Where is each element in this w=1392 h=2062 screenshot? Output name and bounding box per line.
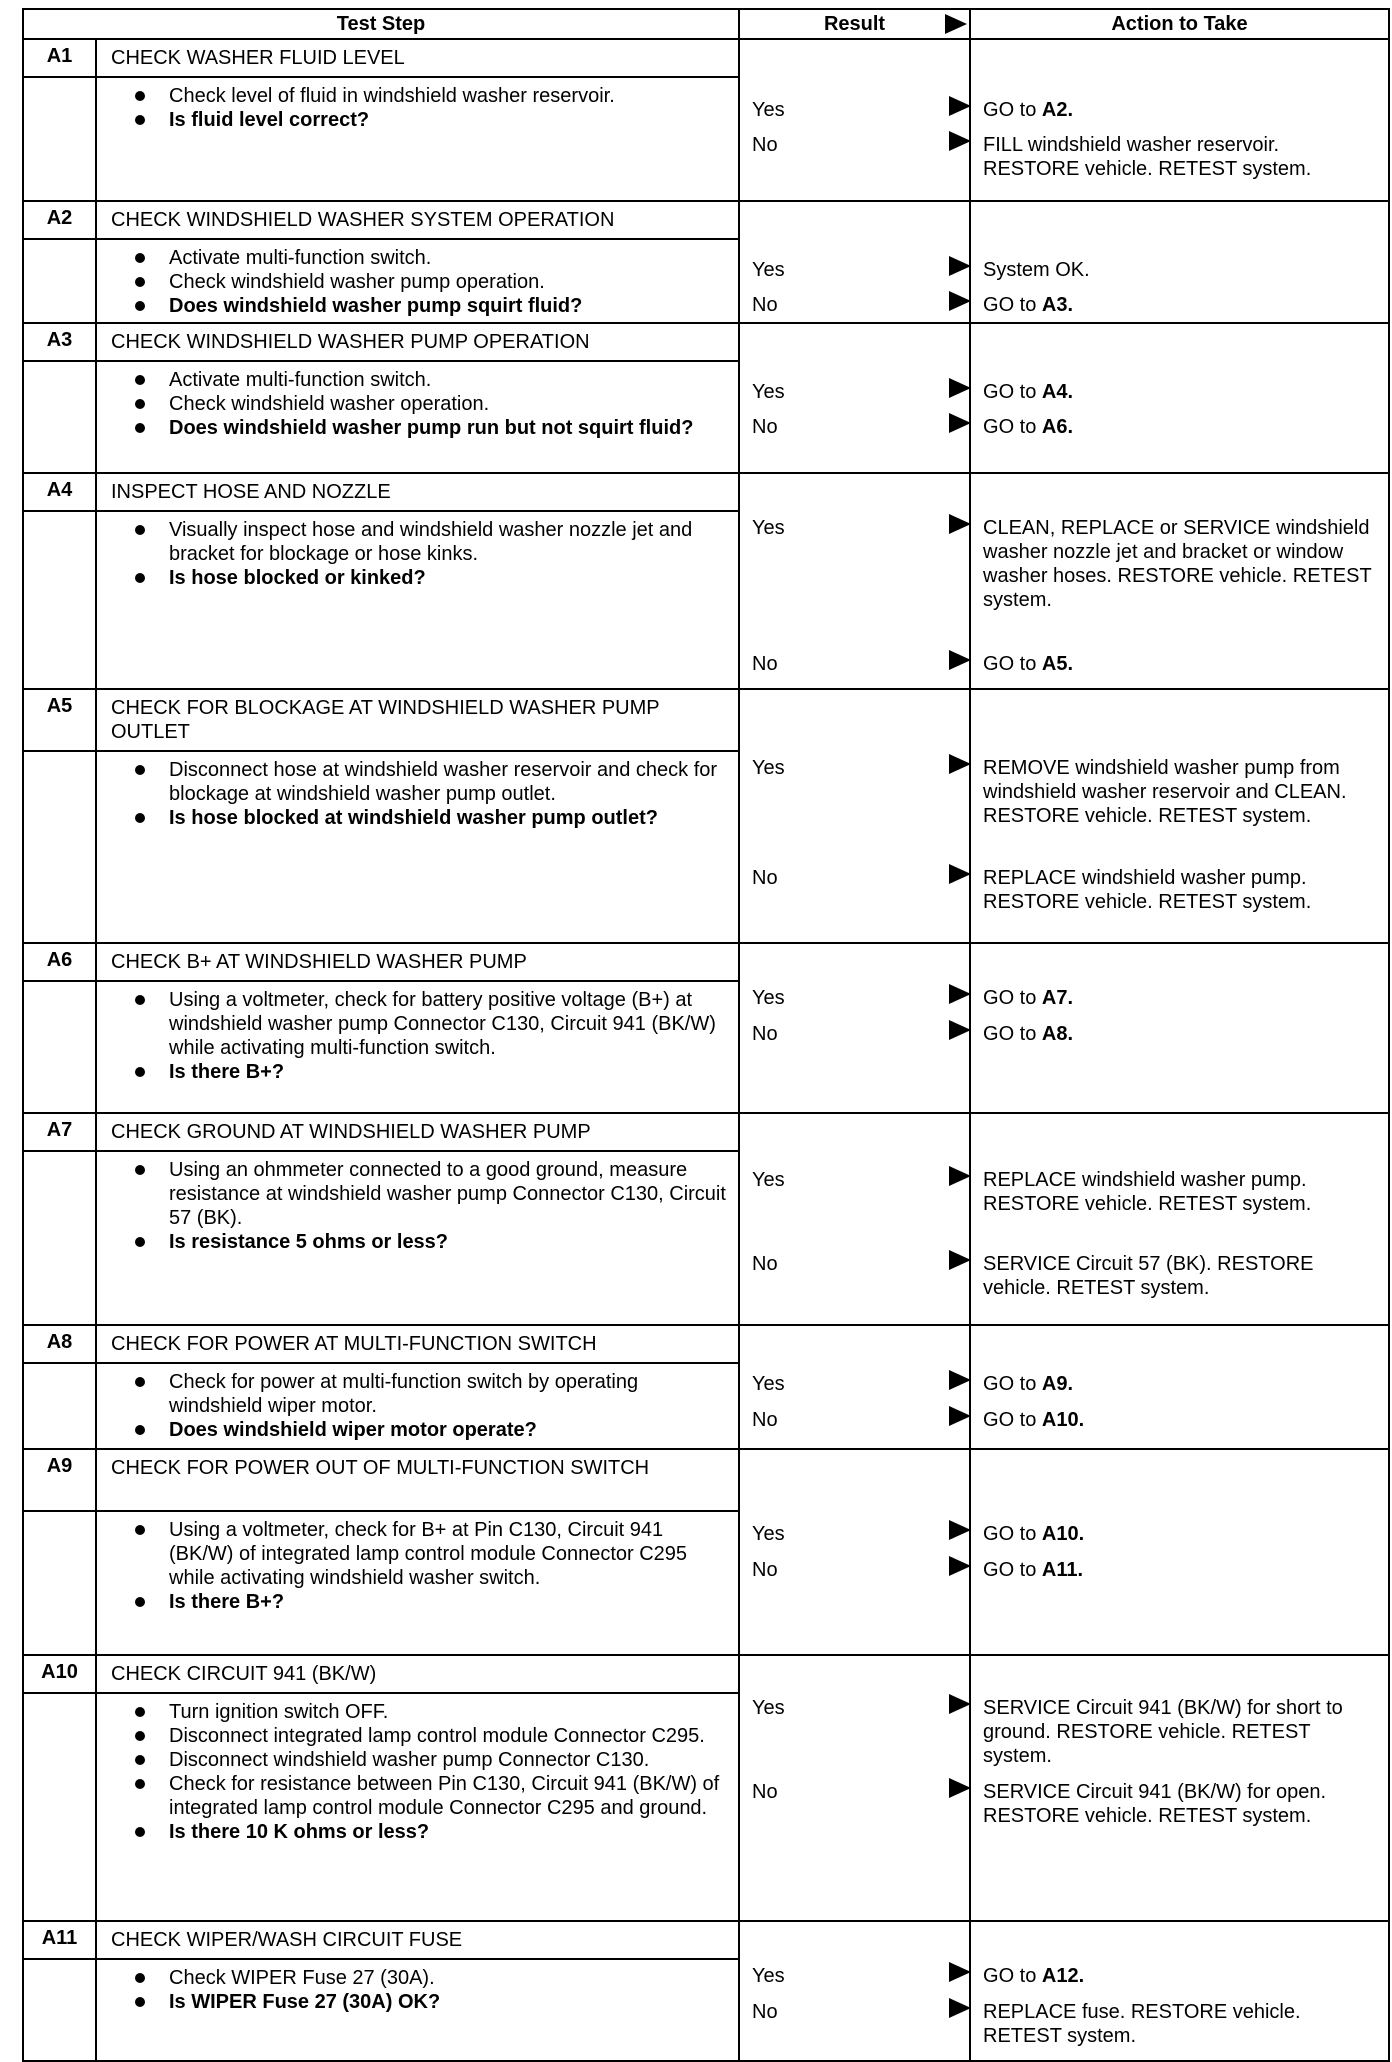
arrow-head-icon — [949, 96, 971, 116]
step-results — [739, 689, 970, 943]
step-actions — [970, 689, 1389, 943]
instruction-list — [111, 1518, 726, 1614]
action-step-ref: A7. — [1041, 987, 1074, 1009]
action-step-ref: A11. — [1041, 1559, 1084, 1581]
arrow-head-icon — [949, 1370, 971, 1390]
instruction-item: Turn ignition switch OFF. — [135, 1700, 726, 1724]
result-label: Yes — [752, 757, 785, 779]
result-line — [740, 1964, 969, 1988]
arrow-head-icon — [949, 1998, 971, 2018]
action-line — [971, 415, 1388, 439]
result-label: No — [752, 1781, 778, 1803]
step-title: CHECK FOR POWER OUT OF MULTI-FUNCTION SWITCH — [96, 1449, 739, 1511]
arrow-icon — [949, 654, 971, 674]
step-id-spacer — [23, 511, 96, 689]
instruction-item: Check windshield washer pump operation. — [135, 270, 726, 294]
step-id: A10 — [23, 1655, 96, 1693]
step-title-row — [23, 323, 1389, 361]
arrow-icon — [949, 758, 971, 778]
step-id: A1 — [23, 39, 96, 77]
step-title-row — [23, 1655, 1389, 1693]
action-line — [971, 293, 1388, 317]
action-line — [971, 1696, 1388, 1768]
result-line — [740, 415, 969, 439]
action-line — [971, 1252, 1388, 1300]
step-id: A11 — [23, 1921, 96, 1959]
result-line — [740, 516, 969, 540]
arrow-icon — [949, 1254, 971, 1274]
action-line — [971, 1372, 1388, 1396]
arrow-head-icon — [949, 754, 971, 774]
step-results — [739, 1325, 970, 1449]
instruction-item: Check for power at multi-function switch by operating windshield wiper motor. — [135, 1370, 726, 1418]
action-text: GO to — [983, 1559, 1042, 1581]
action-step-ref: A9. — [1041, 1373, 1074, 1395]
instruction-list — [111, 246, 726, 318]
step-instructions — [96, 77, 739, 201]
step-actions — [970, 1655, 1389, 1921]
arrow-icon — [949, 1410, 971, 1430]
step-id-spacer — [23, 1363, 96, 1449]
instruction-item: Check for resistance between Pin C130, Circuit 941 (BK/W) of integrated lamp control module Connector C295 and ground. — [135, 1772, 726, 1820]
step-instructions — [96, 1511, 739, 1655]
result-line — [740, 1372, 969, 1396]
action-step-ref: A3. — [1041, 294, 1074, 316]
arrow-head-icon — [949, 864, 971, 884]
result-line — [740, 2000, 969, 2024]
action-step-ref: A8. — [1041, 1023, 1074, 1045]
step-instructions — [96, 1693, 739, 1921]
action-text: GO to — [983, 1965, 1042, 1987]
action-line — [971, 258, 1388, 282]
result-line — [740, 652, 969, 676]
result-label: No — [752, 416, 778, 438]
step-id: A4 — [23, 473, 96, 511]
action-line — [971, 652, 1388, 676]
action-line — [971, 756, 1388, 828]
step-results — [739, 39, 970, 201]
instruction-question: Is hose blocked or kinked? — [135, 566, 726, 590]
step-title-row — [23, 1449, 1389, 1511]
step-id: A3 — [23, 323, 96, 361]
header-result — [739, 9, 970, 39]
step-instructions — [96, 981, 739, 1113]
header-test-step: Test Step — [23, 9, 739, 39]
instruction-question: Is hose blocked at windshield washer pump outlet? — [135, 806, 726, 830]
step-instructions — [96, 751, 739, 943]
result-line — [740, 1696, 969, 1720]
step-actions — [970, 1449, 1389, 1655]
step-title: CHECK FOR BLOCKAGE AT WINDSHIELD WASHER PUMP OUTLET — [96, 689, 739, 751]
arrow-icon — [949, 260, 971, 280]
step-actions — [970, 1113, 1389, 1325]
instruction-item: Activate multi-function switch. — [135, 368, 726, 392]
steps-body — [23, 39, 1389, 2061]
action-text: REMOVE windshield washer pump from windshield washer reservoir and CLEAN. RESTORE vehicle. RETEST system. — [983, 757, 1347, 827]
arrow-head-icon — [949, 1520, 971, 1540]
instruction-item: Check level of fluid in windshield washer reservoir. — [135, 84, 726, 108]
action-text: GO to — [983, 1373, 1042, 1395]
instruction-list — [111, 1966, 726, 2014]
result-line — [740, 986, 969, 1010]
instruction-item: Disconnect integrated lamp control module Connector C295. — [135, 1724, 726, 1748]
diagnostic-table — [22, 8, 1390, 2062]
result-line — [740, 133, 969, 157]
action-text: GO to — [983, 99, 1042, 121]
arrow-head-icon — [949, 131, 971, 151]
result-label: Yes — [752, 987, 785, 1009]
action-step-ref: A6. — [1041, 416, 1074, 438]
result-label: Yes — [752, 99, 785, 121]
instruction-question: Does windshield washer pump run but not squirt fluid? — [135, 416, 726, 440]
arrow-icon — [949, 100, 971, 120]
action-line — [971, 1780, 1388, 1828]
action-step-ref: A2. — [1041, 99, 1074, 121]
result-label: Yes — [752, 259, 785, 281]
action-line — [971, 1168, 1388, 1216]
step-title: INSPECT HOSE AND NOZZLE — [96, 473, 739, 511]
step-title-row — [23, 1921, 1389, 1959]
instruction-item: Check WIPER Fuse 27 (30A). — [135, 1966, 726, 1990]
action-step-ref: A10. — [1041, 1523, 1085, 1545]
action-text: SERVICE Circuit 57 (BK). RESTORE vehicle. RETEST system. — [983, 1253, 1314, 1299]
result-label: No — [752, 1559, 778, 1581]
instruction-item: Using a voltmeter, check for B+ at Pin C130, Circuit 941 (BK/W) of integrated lamp control module Connector C295 while activating windshield washer switch. — [135, 1518, 726, 1590]
result-label: Yes — [752, 381, 785, 403]
arrow-head-icon — [949, 1778, 971, 1798]
result-line — [740, 1558, 969, 1582]
arrow-icon — [949, 135, 971, 155]
step-instructions — [96, 361, 739, 473]
header-row — [23, 9, 1389, 39]
arrow-head-icon — [949, 291, 971, 311]
result-label: No — [752, 653, 778, 675]
result-line — [740, 1408, 969, 1432]
action-text: SERVICE Circuit 941 (BK/W) for short to ground. RESTORE vehicle. RETEST system. — [983, 1697, 1343, 1767]
action-text: GO to — [983, 1523, 1042, 1545]
arrow-icon — [949, 1698, 971, 1718]
instruction-list — [111, 518, 726, 590]
step-title: CHECK CIRCUIT 941 (BK/W) — [96, 1655, 739, 1693]
instruction-item: Using an ohmmeter connected to a good ground, measure resistance at windshield washer pump Connector C130, Circuit 57 (BK). — [135, 1158, 726, 1230]
arrow-head-icon — [949, 1556, 971, 1576]
arrow-icon — [949, 1966, 971, 1986]
action-text: FILL windshield washer reservoir. RESTORE vehicle. RETEST system. — [983, 134, 1312, 180]
step-id: A9 — [23, 1449, 96, 1511]
instruction-list — [111, 84, 726, 132]
result-label: No — [752, 1253, 778, 1275]
action-step-ref: A4. — [1041, 381, 1074, 403]
result-label: Yes — [752, 1523, 785, 1545]
step-title: CHECK WASHER FLUID LEVEL — [96, 39, 739, 77]
step-title-row — [23, 473, 1389, 511]
step-instructions — [96, 1363, 739, 1449]
action-text: GO to — [983, 416, 1042, 438]
result-label: Yes — [752, 1373, 785, 1395]
step-title: CHECK FOR POWER AT MULTI-FUNCTION SWITCH — [96, 1325, 739, 1363]
instruction-question: Is WIPER Fuse 27 (30A) OK? — [135, 1990, 726, 2014]
arrow-icon — [949, 518, 971, 538]
result-line — [740, 293, 969, 317]
result-label: Yes — [752, 1169, 785, 1191]
action-line — [971, 380, 1388, 404]
arrow-icon — [949, 1170, 971, 1190]
action-line — [971, 133, 1388, 181]
action-line — [971, 986, 1388, 1010]
header-action: Action to Take — [970, 9, 1389, 39]
step-instructions — [96, 1959, 739, 2061]
step-results — [739, 1449, 970, 1655]
step-id-spacer — [23, 1693, 96, 1921]
step-title-row — [23, 39, 1389, 77]
step-title-row — [23, 1325, 1389, 1363]
action-text: GO to — [983, 1023, 1042, 1045]
step-id-spacer — [23, 1151, 96, 1325]
arrow-icon — [949, 1024, 971, 1044]
instruction-list — [111, 988, 726, 1084]
header-arrow-icon — [945, 14, 967, 34]
action-line — [971, 516, 1388, 612]
step-actions — [970, 323, 1389, 473]
step-id: A2 — [23, 201, 96, 239]
step-actions — [970, 1921, 1389, 2061]
instruction-item: Disconnect hose at windshield washer reservoir and check for blockage at windshield washer pump outlet. — [135, 758, 726, 806]
step-id: A5 — [23, 689, 96, 751]
step-id: A8 — [23, 1325, 96, 1363]
arrow-head-icon — [949, 984, 971, 1004]
arrow-icon — [949, 2002, 971, 2022]
step-title: CHECK WINDSHIELD WASHER PUMP OPERATION — [96, 323, 739, 361]
action-step-ref: A12. — [1041, 1965, 1085, 1987]
step-title: CHECK GROUND AT WINDSHIELD WASHER PUMP — [96, 1113, 739, 1151]
instruction-question: Is there 10 K ohms or less? — [135, 1820, 726, 1844]
instruction-item: Disconnect windshield washer pump Connector C130. — [135, 1748, 726, 1772]
result-line — [740, 1522, 969, 1546]
step-id-spacer — [23, 77, 96, 201]
instruction-item: Activate multi-function switch. — [135, 246, 726, 270]
step-results — [739, 201, 970, 323]
step-id-spacer — [23, 1511, 96, 1655]
step-title-row — [23, 689, 1389, 751]
step-id-spacer — [23, 751, 96, 943]
instruction-list — [111, 368, 726, 440]
step-instructions — [96, 1151, 739, 1325]
step-id: A6 — [23, 943, 96, 981]
instruction-question: Is there B+? — [135, 1060, 726, 1084]
result-label: Yes — [752, 517, 785, 539]
step-actions — [970, 473, 1389, 689]
step-title-row — [23, 201, 1389, 239]
action-text: CLEAN, REPLACE or SERVICE windshield washer nozzle jet and bracket or window washer hoses. RESTORE vehicle. RETEST system. — [983, 517, 1372, 611]
step-results — [739, 1921, 970, 2061]
step-actions — [970, 943, 1389, 1113]
action-line — [971, 1558, 1388, 1582]
instruction-question: Is fluid level correct? — [135, 108, 726, 132]
instruction-list — [111, 758, 726, 830]
step-id-spacer — [23, 981, 96, 1113]
arrow-head-icon — [949, 1250, 971, 1270]
arrow-icon — [949, 295, 971, 315]
arrow-head-icon — [949, 650, 971, 670]
step-id-spacer — [23, 239, 96, 323]
arrow-icon — [949, 1524, 971, 1544]
action-line — [971, 1522, 1388, 1546]
instruction-item: Visually inspect hose and windshield washer nozzle jet and bracket for blockage or hose kinks. — [135, 518, 726, 566]
result-line — [740, 1780, 969, 1804]
result-line — [740, 258, 969, 282]
result-label: No — [752, 294, 778, 316]
step-id-spacer — [23, 361, 96, 473]
result-line — [740, 1022, 969, 1046]
action-text: REPLACE fuse. RESTORE vehicle. RETEST system. — [983, 2001, 1301, 2047]
arrow-head-icon — [949, 1020, 971, 1040]
arrow-icon — [949, 1374, 971, 1394]
arrow-icon — [949, 988, 971, 1008]
step-title-row — [23, 943, 1389, 981]
instruction-item: Using a voltmeter, check for battery positive voltage (B+) at windshield washer pump Connector C130, Circuit 941 (BK/W) while activating multi-function switch. — [135, 988, 726, 1060]
arrow-head-icon — [949, 1962, 971, 1982]
instruction-question: Does windshield washer pump squirt fluid? — [135, 294, 726, 318]
instruction-item: Check windshield washer operation. — [135, 392, 726, 416]
arrow-head-icon — [949, 378, 971, 398]
arrow-icon — [949, 1782, 971, 1802]
step-instructions — [96, 511, 739, 689]
result-line — [740, 1168, 969, 1192]
action-text: GO to — [983, 294, 1042, 316]
instruction-list — [111, 1158, 726, 1254]
instruction-question: Is there B+? — [135, 1590, 726, 1614]
action-text: REPLACE windshield washer pump. RESTORE vehicle. RETEST system. — [983, 1169, 1312, 1215]
step-actions — [970, 39, 1389, 201]
result-label: No — [752, 1023, 778, 1045]
action-text: REPLACE windshield washer pump. RESTORE vehicle. RETEST system. — [983, 867, 1312, 913]
instruction-question: Does windshield wiper motor operate? — [135, 1418, 726, 1442]
result-line — [740, 98, 969, 122]
arrow-head-icon — [949, 1406, 971, 1426]
step-results — [739, 473, 970, 689]
step-title: CHECK WIPER/WASH CIRCUIT FUSE — [96, 1921, 739, 1959]
action-text: GO to — [983, 381, 1042, 403]
result-label: Yes — [752, 1697, 785, 1719]
step-id: A7 — [23, 1113, 96, 1151]
arrow-icon — [949, 1560, 971, 1580]
action-text: System OK. — [983, 259, 1090, 281]
result-label: No — [752, 134, 778, 156]
arrow-head-icon — [949, 256, 971, 276]
arrow-icon — [949, 868, 971, 888]
result-line — [740, 380, 969, 404]
step-title: CHECK B+ AT WINDSHIELD WASHER PUMP — [96, 943, 739, 981]
step-id-spacer — [23, 1959, 96, 2061]
step-title-row — [23, 1113, 1389, 1151]
action-line — [971, 1022, 1388, 1046]
result-line — [740, 866, 969, 890]
instruction-list — [111, 1700, 726, 1844]
step-results — [739, 323, 970, 473]
result-label: No — [752, 867, 778, 889]
action-step-ref: A5. — [1041, 653, 1074, 675]
step-actions — [970, 1325, 1389, 1449]
action-line — [971, 1964, 1388, 1988]
action-step-ref: A10. — [1041, 1409, 1085, 1431]
arrow-head-icon — [949, 413, 971, 433]
step-results — [739, 943, 970, 1113]
step-results — [739, 1113, 970, 1325]
instruction-question: Is resistance 5 ohms or less? — [135, 1230, 726, 1254]
step-title: CHECK WINDSHIELD WASHER SYSTEM OPERATION — [96, 201, 739, 239]
arrow-head-icon — [949, 1166, 971, 1186]
action-line — [971, 98, 1388, 122]
step-results — [739, 1655, 970, 1921]
result-label: Yes — [752, 1965, 785, 1987]
action-text: GO to — [983, 653, 1042, 675]
step-actions — [970, 201, 1389, 323]
arrow-head-icon — [949, 514, 971, 534]
action-line — [971, 1408, 1388, 1432]
result-line — [740, 756, 969, 780]
arrow-icon — [949, 382, 971, 402]
action-line — [971, 866, 1388, 914]
action-text: SERVICE Circuit 941 (BK/W) for open. RESTORE vehicle. RETEST system. — [983, 1781, 1327, 1827]
instruction-list — [111, 1370, 726, 1442]
result-line — [740, 1252, 969, 1276]
action-text: GO to — [983, 987, 1042, 1009]
action-line — [971, 2000, 1388, 2048]
header-result-label: Result — [823, 13, 886, 35]
arrow-head-icon — [949, 1694, 971, 1714]
result-label: No — [752, 2001, 778, 2023]
action-text: GO to — [983, 1409, 1042, 1431]
step-instructions — [96, 239, 739, 323]
result-label: No — [752, 1409, 778, 1431]
arrow-icon — [949, 417, 971, 437]
